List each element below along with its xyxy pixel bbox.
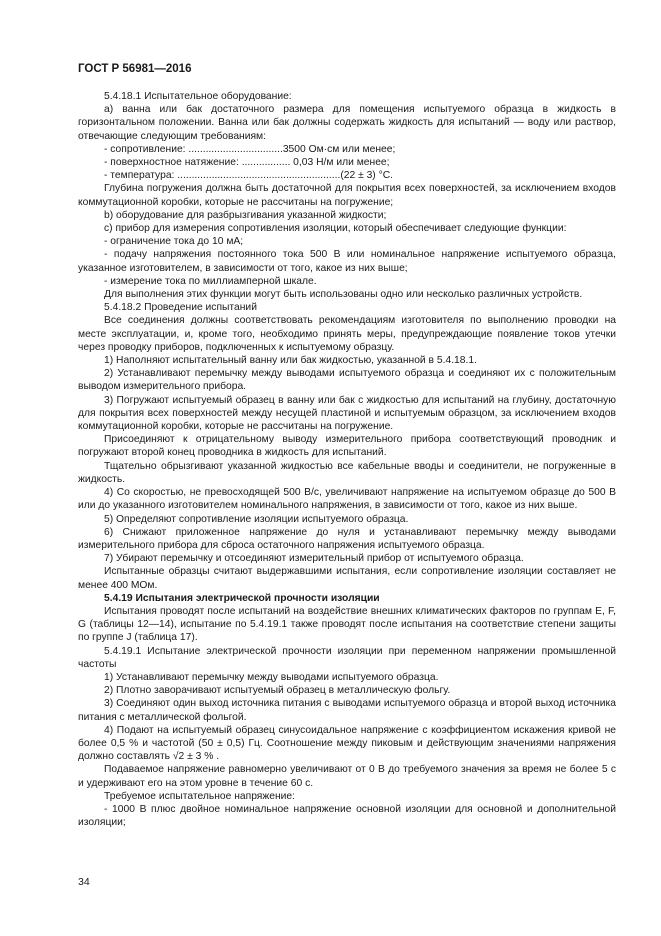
list-item: - 1000 В плюс двойное номинальное напряжение основной изоляции для основной и дополнительной изоляции;	[78, 803, 616, 829]
step: 6) Снижают приложенное напряжение до нуля и устанавливают перемычку между выводами измерительного прибора для сброса остаточного напряжения испытуемого образца.	[78, 526, 616, 551]
step: 5) Определяют сопротивление изоляции испытуемого образца.	[104, 513, 409, 525]
paragraph: Требуемое испытательное напряжение:	[104, 790, 296, 802]
paragraph: Тщательно обрызгивают указанной жидкостью все кабельные вводы и соединители, не погруженные в жидкость.	[78, 460, 616, 485]
list-item: - температура: .........................................................(22 ± 3) °С.	[104, 170, 394, 182]
document-body	[78, 90, 616, 829]
list-item: - ограничение тока до 10 мА;	[104, 236, 244, 248]
step: 1) Устанавливают перемычку между выводами испытуемого образца.	[104, 671, 439, 683]
paragraph: 5.4.18.1 Испытательное оборудование:	[104, 91, 292, 102]
paragraph: c) прибор для измерения сопротивления изоляции, который обеспечивает следующие функции:	[104, 223, 567, 235]
step: 2) Плотно заворачивают испытуемый образец в металлическую фольгу.	[104, 685, 451, 697]
page-number: 34	[78, 876, 90, 888]
paragraph: Подаваемое напряжение равномерно увеличивают от 0 В до требуемого значения за время не более 5 с и удерживают его на этом уровне в течение 60 с.	[78, 764, 616, 789]
section-heading-bold: 5.4.19 Испытания электрической прочности изоляции	[104, 592, 380, 604]
step: 4) Подают на испытуемый образец синусоидальное напряжение с коэффициентом искажения кривой не более 0,5 % и частотой (50 ± 0,5) Гц. Соотношение между пиковым и действующим значениями напряжения должно составлять √2 ± 3 % .	[78, 724, 616, 763]
step: 2) Устанавливают перемычку между выводами испытуемого образца и соединяют их с положительным выводом измерительного прибора.	[78, 368, 616, 393]
paragraph: а) ванна или бак достаточного размера для помещения испытуемого образца в жидкость в горизонтальном положении. Ванна или бак должны содержать жидкость для испытаний — воду или раствор, отвечающие следующим требованиям:	[78, 104, 616, 142]
list-item: - поверхностное натяжение: ................. 0,03 Н/м или менее;	[104, 157, 390, 169]
step: 1) Наполняют испытательный ванну или бак жидкостью, указанной в 5.4.18.1.	[104, 355, 477, 367]
paragraph: Для выполнения этих функции могут быть использованы одно или несколько различных устройств.	[104, 289, 583, 301]
list-item: - подачу напряжения постоянного тока 500 В или номинальное напряжение испытуемого образца, указанное изготовителем, в зависимости от того, какое из них выше;	[78, 249, 616, 274]
step: 3) Погружают испытуемый образец в ванну или бак с жидкостью для испытаний на глубину, достаточную для покрытия всех поверхностей между несущей пластиной и испытуемым образцом, за исключением входов коммутационной коробки, которые не рассчитаны на погружение.	[78, 394, 616, 433]
paragraph: Все соединения должны соответствовать рекомендациям изготовителя по выполнению проводки на месте эксплуатации, и, кроме того, необходимо принять меры, предупреждающие появление токов утечки через проводку приборов, подключенных к испытуемому образцу.	[78, 315, 616, 353]
list-item: - измерение тока по миллиамперной шкале.	[104, 275, 317, 287]
paragraph: Присоединяют к отрицательному выводу измерительного прибора соответствующий проводник и погружают второй конец проводника в жидкость для испытаний.	[78, 434, 616, 459]
section-heading: 5.4.19.1 Испытание электрической прочности изоляции при переменном напряжении промышленной частоты	[78, 645, 616, 670]
step: 7) Убирают перемычку и отсоединяют измерительный прибор от испытуемого образца.	[104, 553, 524, 565]
paragraph: b) оборудование для разбрызгивания указанной жидкости;	[104, 209, 387, 221]
paragraph: Глубина погружения должна быть достаточной для покрытия всех поверхностей, за исключением входов коммутационной коробки, которые не рассчитаны на погружение;	[78, 183, 616, 208]
paragraph: Испытанные образцы считают выдержавшими испытания, если сопротивление изоляции составляет не менее 400 МОм.	[78, 566, 616, 591]
paragraph: Испытания проводят после испытаний на воздействие внешних климатических факторов по группам E, F, G (таблицы 12—14), испытание по 5.4.19.1 также проводят после испытания на соответствие степени защиты по группе J (таблица 17).	[78, 605, 616, 644]
document-header: ГОСТ Р 56981—2016	[78, 63, 192, 75]
section-heading: 5.4.18.2 Проведение испытаний	[104, 302, 257, 314]
list-item: - сопротивление: .................................3500 Ом·см или менее;	[104, 143, 396, 155]
step: 3) Соединяют один выход источника питания с выводами испытуемого образца и второй выход источника питания с металлической фольгой.	[78, 698, 616, 723]
step: 4) Со скоростью, не превосходящей 500 В/с, увеличивают напряжение на испытуемом образце до 500 В или до указанного изготовителем номинального напряжения, в зависимости от того, какое из них выше.	[78, 487, 616, 512]
